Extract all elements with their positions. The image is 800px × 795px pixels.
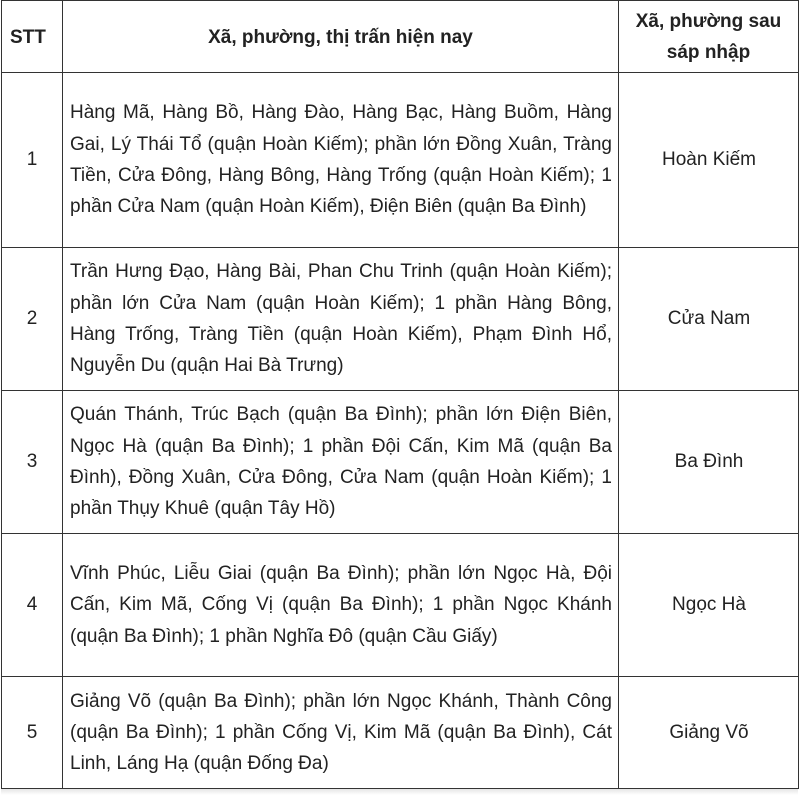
row-stt: 4 bbox=[2, 534, 63, 677]
row-after-merge: Giảng Võ bbox=[619, 677, 799, 789]
row-stt: 5 bbox=[2, 677, 63, 789]
table-body bbox=[2, 73, 799, 789]
row-stt: 1 bbox=[2, 73, 63, 248]
table-header bbox=[2, 1, 799, 73]
row-after-merge: Cửa Nam bbox=[619, 248, 799, 391]
row-current-units: Trần Hưng Đạo, Hàng Bài, Phan Chu Trinh (quận Hoàn Kiếm); phần lớn Cửa Nam (quận Hoàn Kiếm); 1 phần Hàng Bông, Hàng Trống, Tràng Tiền (quận Hoàn Kiếm), Phạm Đình Hổ, Nguyễn Du (quận Hai Bà Trưng) bbox=[63, 248, 619, 391]
header-after-merge-line1: Xã, phường sau bbox=[635, 11, 782, 32]
row-stt: 3 bbox=[2, 391, 63, 534]
table-row bbox=[2, 73, 799, 248]
header-current-units: Xã, phường, thị trấn hiện nay bbox=[63, 1, 619, 73]
header-after-merge-line2: sáp nhập bbox=[666, 42, 751, 63]
bottom-shadow bbox=[1, 789, 798, 795]
header-row bbox=[2, 1, 799, 73]
table-row bbox=[2, 248, 799, 391]
header-after-merge bbox=[619, 1, 799, 73]
row-current-units: Hàng Mã, Hàng Bồ, Hàng Đào, Hàng Bạc, Hàng Buồm, Hàng Gai, Lý Thái Tổ (quận Hoàn Kiếm); phần lớn Đồng Xuân, Tràng Tiền, Cửa Đông, Hàng Bông, Hàng Trống (quận Hoàn Kiếm); 1 phần Cửa Nam (quận Hoàn Kiếm), Điện Biên (quận Ba Đình) bbox=[63, 73, 619, 248]
table-row bbox=[2, 534, 799, 677]
merger-table-container bbox=[1, 0, 798, 789]
table-row bbox=[2, 391, 799, 534]
row-after-merge: Ngọc Hà bbox=[619, 534, 799, 677]
row-stt: 2 bbox=[2, 248, 63, 391]
row-after-merge: Ba Đình bbox=[619, 391, 799, 534]
row-after-merge: Hoàn Kiếm bbox=[619, 73, 799, 248]
row-current-units: Giảng Võ (quận Ba Đình); phần lớn Ngọc Khánh, Thành Công (quận Ba Đình); 1 phần Cống Vị, Kim Mã (quận Ba Đình), Cát Linh, Láng Hạ (quận Đống Đa) bbox=[63, 677, 619, 789]
row-current-units: Quán Thánh, Trúc Bạch (quận Ba Đình); phần lớn Điện Biên, Ngọc Hà (quận Ba Đình); 1 phần Đội Cấn, Kim Mã (quận Ba Đình), Đồng Xuân, Cửa Đông, Cửa Nam (quận Hoàn Kiếm); 1 phần Thụy Khuê (quận Tây Hồ) bbox=[63, 391, 619, 534]
table-row bbox=[2, 677, 799, 789]
row-current-units: Vĩnh Phúc, Liễu Giai (quận Ba Đình); phần lớn Ngọc Hà, Đội Cấn, Kim Mã, Cống Vị (quận Ba Đình); 1 phần Ngọc Khánh (quận Ba Đình); 1 phần Nghĩa Đô (quận Cầu Giấy) bbox=[63, 534, 619, 677]
header-stt: STT bbox=[2, 1, 63, 73]
merger-table bbox=[1, 0, 799, 789]
